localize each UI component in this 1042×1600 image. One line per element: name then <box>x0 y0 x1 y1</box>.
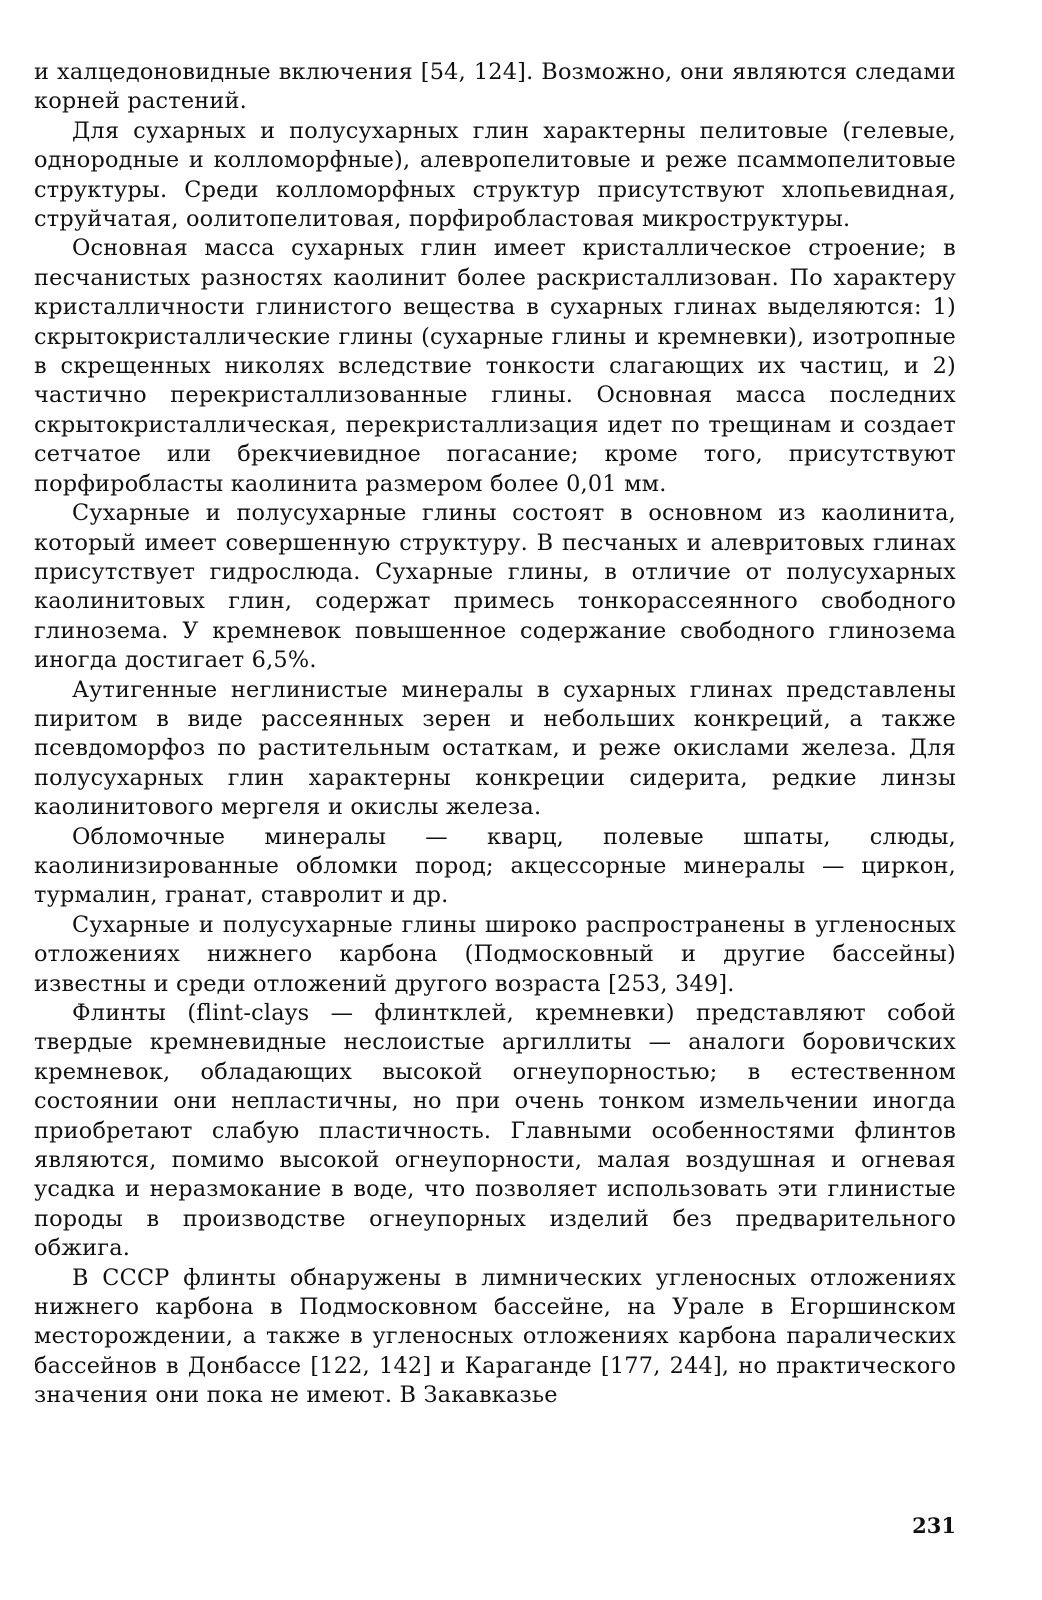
paragraph-9: В СССР флинты обнаружены в лимнических угленосных отложениях нижнего карбона в Подмосковном бассейне, на Урале в Егоршинском месторождении, а также в угленосных отложениях карбона паралических бассейнов в Донбассе [122, 142] и Караганде [177, 244], но практического значения они пока не имеют. В Закавказье <box>34 1264 956 1409</box>
page-body <box>34 58 956 1411</box>
paragraph-4: Сухарные и полусухарные глины состоят в основном из каолинита, который имеет совершенную структуру. В песчаных и алевритовых глинах присутствует гидрослюда. Сухарные глины, в отличие от полусухарных каолинитовых глин, содержат примесь тонкорассеянного свободного глинозема. У кремневок повышенное содержание свободного глинозема иногда достигает 6,5%. <box>34 500 956 674</box>
paragraph-2: Для сухарных и полусухарных глин характерны пелитовые (гелевые, однородные и колломорфные), алевропелитовые и реже псаммопелитовые структуры. Среди колломорфных структур присутствуют хлопьевидная, струйчатая, оолитопелитовая, порфиробластовая микроструктуры. <box>34 117 956 233</box>
paragraph-1: и халцедоновидные включения [54, 124]. Возможно, они являются следами корней растений. <box>34 59 956 115</box>
paragraph-6: Обломочные минералы — кварц, полевые шпаты, слюды, каолинизированные обломки пород; акцессорные минералы — циркон, турмалин, гранат, ставролит и др. <box>34 823 956 909</box>
page-number: 231 <box>912 1513 956 1538</box>
paragraph-3: Основная масса сухарных глин имеет кристаллическое строение; в песчанистых разностях каолинит более раскристаллизован. По характеру кристалличности глинистого вещества в сухарных глинах выделяются: 1) скрытокристаллические глины (сухарные глины и кремневки), изотропные в скрещенных николях вследствие тонкости слагающих их частиц, и 2) частично перекристаллизованные глины. Основная масса последних скрытокристаллическая, перекристаллизация идет по трещинам и создает сетчатое или брекчиевидное погасание; кроме того, присутствуют порфиробласты каолинита размером более 0,01 мм. <box>34 235 956 497</box>
paragraph-8: Флинты (flint-clays — флинтклей, кремневки) представляют собой твердые кремневидные неслоистые аргиллиты — аналоги боровичских кремневок, обладающих высокой огнеупорностью; в естественном состоянии они непластичны, но при очень тонком измельчении иногда приобретают слабую пластичность. Главными особенностями флинтов являются, помимо высокой огнеупорности, малая воздушная и огневая усадка и неразмокание в воде, что позволяет использовать эти глинистые породы в производстве огнеупорных изделий без предварительного обжига. <box>34 1000 956 1262</box>
paragraph-5: Аутигенные неглинистые минералы в сухарных глинах представлены пиритом в виде рассеянных зерен и небольших конкреций, а также псевдоморфоз по растительным остаткам, и реже окислами железа. Для полусухарных глин характерны конкреции сидерита, редкие линзы каолинитового мергеля и окислы железа. <box>34 676 956 821</box>
paragraph-7: Сухарные и полусухарные глины широко распространены в угленосных отложениях нижнего карбона (Подмосковный и другие бассейны) известны и среди отложений другого возраста [253, 349]. <box>34 911 956 997</box>
